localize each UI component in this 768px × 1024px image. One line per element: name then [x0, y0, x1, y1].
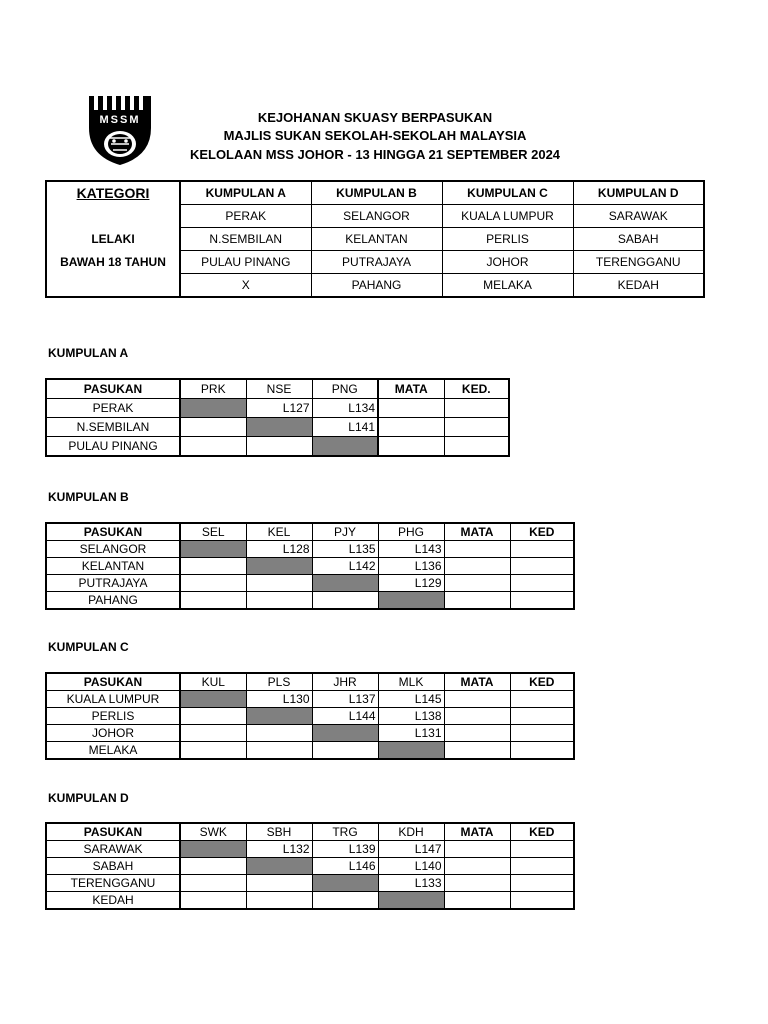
match-cell: L128 — [246, 541, 312, 558]
col-header: PASUKAN — [46, 523, 180, 541]
team-cell: SELANGOR — [311, 205, 442, 228]
group-header: KUMPULAN D — [573, 181, 704, 205]
match-cell — [246, 437, 312, 457]
col-header: MATA — [444, 673, 510, 691]
table-row — [46, 725, 574, 742]
table-row — [46, 708, 574, 725]
category-line-1: LELAKI — [46, 228, 180, 251]
mata-cell — [378, 418, 444, 437]
match-cell: L140 — [378, 858, 444, 875]
shaded-cell — [246, 418, 312, 437]
match-cell: L141 — [312, 418, 378, 437]
col-header: SWK — [180, 823, 246, 841]
match-cell: L138 — [378, 708, 444, 725]
match-cell: L127 — [246, 399, 312, 418]
match-cell — [246, 892, 312, 910]
svg-text:MSSM: MSSM — [99, 114, 141, 126]
group-header: KUMPULAN B — [311, 181, 442, 205]
ked-cell — [444, 399, 509, 418]
match-cell: L130 — [246, 691, 312, 708]
group-d-title: KUMPULAN D — [48, 791, 129, 805]
team-cell: KUALA LUMPUR — [442, 205, 573, 228]
table-row — [46, 437, 509, 457]
col-header: MATA — [378, 379, 444, 399]
group-d-table — [45, 822, 575, 910]
match-cell: L133 — [378, 875, 444, 892]
shaded-cell — [180, 399, 246, 418]
match-cell: L131 — [378, 725, 444, 742]
team-cell: N.SEMBILAN — [180, 228, 311, 251]
col-header: JHR — [312, 673, 378, 691]
shaded-cell — [246, 558, 312, 575]
table-row — [46, 691, 574, 708]
mata-cell — [444, 725, 510, 742]
ked-cell — [510, 541, 574, 558]
col-header: MLK — [378, 673, 444, 691]
group-a-table — [45, 378, 510, 457]
mata-cell — [444, 541, 510, 558]
table-row — [46, 841, 574, 858]
match-cell: L139 — [312, 841, 378, 858]
category-table — [45, 180, 705, 298]
match-cell — [312, 592, 378, 610]
shaded-cell — [180, 691, 246, 708]
match-cell: L129 — [378, 575, 444, 592]
match-cell: L132 — [246, 841, 312, 858]
col-header: NSE — [246, 379, 312, 399]
group-header: KUMPULAN C — [442, 181, 573, 205]
shaded-cell — [378, 892, 444, 910]
shaded-cell — [378, 742, 444, 760]
ked-cell — [444, 437, 509, 457]
table-row — [46, 892, 574, 910]
ked-cell — [510, 892, 574, 910]
col-header: PASUKAN — [46, 379, 180, 399]
header-line-2: MAJLIS SUKAN SEKOLAH-SEKOLAH MALAYSIA — [223, 128, 527, 143]
team-name: SELANGOR — [46, 541, 180, 558]
col-header: PNG — [312, 379, 378, 399]
team-cell: PULAU PINANG — [180, 251, 311, 274]
match-cell: L144 — [312, 708, 378, 725]
team-cell: TERENGGANU — [573, 251, 704, 274]
team-name: PERAK — [46, 399, 180, 418]
table-row — [46, 418, 509, 437]
shaded-cell — [180, 541, 246, 558]
ked-cell — [510, 742, 574, 760]
match-cell: L134 — [312, 399, 378, 418]
col-header: PLS — [246, 673, 312, 691]
match-cell — [246, 575, 312, 592]
match-cell — [246, 875, 312, 892]
match-cell — [180, 418, 246, 437]
team-name: KUALA LUMPUR — [46, 691, 180, 708]
mata-cell — [444, 708, 510, 725]
mata-cell — [378, 399, 444, 418]
match-cell — [180, 858, 246, 875]
mata-cell — [444, 875, 510, 892]
mssm-logo — [87, 94, 153, 166]
team-cell: PERLIS — [442, 228, 573, 251]
match-cell — [180, 875, 246, 892]
shaded-cell — [312, 875, 378, 892]
ked-cell — [510, 592, 574, 610]
table-row — [46, 858, 574, 875]
team-name: PUTRAJAYA — [46, 575, 180, 592]
ked-cell — [510, 875, 574, 892]
table-row — [46, 592, 574, 610]
col-header: PASUKAN — [46, 673, 180, 691]
col-header: SBH — [246, 823, 312, 841]
match-cell — [312, 892, 378, 910]
ked-cell — [510, 558, 574, 575]
team-name: KEDAH — [46, 892, 180, 910]
team-cell: PAHANG — [311, 274, 442, 298]
match-cell — [246, 725, 312, 742]
match-cell — [246, 742, 312, 760]
col-header: KED — [510, 823, 574, 841]
table-row — [46, 558, 574, 575]
match-cell: L146 — [312, 858, 378, 875]
group-c-table — [45, 672, 575, 760]
team-name: SABAH — [46, 858, 180, 875]
mata-cell — [444, 575, 510, 592]
ked-cell — [510, 575, 574, 592]
table-row — [46, 875, 574, 892]
table-row — [46, 742, 574, 760]
match-cell — [246, 592, 312, 610]
team-name: PULAU PINANG — [46, 437, 180, 457]
match-cell: L135 — [312, 541, 378, 558]
kategori-label: KATEGORI — [46, 181, 180, 205]
mata-cell — [444, 892, 510, 910]
mata-cell — [444, 858, 510, 875]
team-cell: JOHOR — [442, 251, 573, 274]
match-cell — [180, 592, 246, 610]
group-b-table — [45, 522, 575, 610]
mata-cell — [444, 558, 510, 575]
ked-cell — [510, 841, 574, 858]
shaded-cell — [312, 575, 378, 592]
ked-cell — [510, 858, 574, 875]
ked-cell — [510, 725, 574, 742]
match-cell — [180, 575, 246, 592]
col-header: PHG — [378, 523, 444, 541]
table-row — [46, 399, 509, 418]
table-row — [46, 541, 574, 558]
header-line-3: KELOLAAN MSS JOHOR - 13 HINGGA 21 SEPTEMBER 2024 — [189, 147, 561, 162]
team-name: TERENGGANU — [46, 875, 180, 892]
match-cell — [180, 558, 246, 575]
shaded-cell — [378, 592, 444, 610]
team-name: SARAWAK — [46, 841, 180, 858]
shaded-cell — [246, 708, 312, 725]
shaded-cell — [312, 725, 378, 742]
team-cell: SABAH — [573, 228, 704, 251]
match-cell: L136 — [378, 558, 444, 575]
col-header: PASUKAN — [46, 823, 180, 841]
team-name: PERLIS — [46, 708, 180, 725]
match-cell: L147 — [378, 841, 444, 858]
mata-cell — [444, 592, 510, 610]
match-cell: L142 — [312, 558, 378, 575]
col-header: KED. — [444, 379, 509, 399]
match-cell: L137 — [312, 691, 378, 708]
team-name: KELANTAN — [46, 558, 180, 575]
ked-cell — [510, 691, 574, 708]
team-name: MELAKA — [46, 742, 180, 760]
team-cell: X — [180, 274, 311, 298]
team-cell: KEDAH — [573, 274, 704, 298]
shaded-cell — [180, 841, 246, 858]
mata-cell — [444, 691, 510, 708]
match-cell — [180, 742, 246, 760]
match-cell — [180, 708, 246, 725]
group-b-title: KUMPULAN B — [48, 490, 129, 504]
group-a-title: KUMPULAN A — [48, 346, 129, 360]
match-cell: L145 — [378, 691, 444, 708]
match-cell — [180, 725, 246, 742]
col-header: KDH — [378, 823, 444, 841]
team-name: JOHOR — [46, 725, 180, 742]
ked-cell — [444, 418, 509, 437]
team-cell: MELAKA — [442, 274, 573, 298]
match-cell: L143 — [378, 541, 444, 558]
team-cell: KELANTAN — [311, 228, 442, 251]
team-cell: PUTRAJAYA — [311, 251, 442, 274]
team-cell: PERAK — [180, 205, 311, 228]
team-cell: SARAWAK — [573, 205, 704, 228]
category-line-2: BAWAH 18 TAHUN — [46, 251, 180, 274]
group-header: KUMPULAN A — [180, 181, 311, 205]
col-header: PJY — [312, 523, 378, 541]
header-line-1: KEJOHANAN SKUASY BERPASUKAN — [257, 110, 493, 125]
match-cell — [180, 437, 246, 457]
mata-cell — [444, 841, 510, 858]
table-row — [46, 575, 574, 592]
team-name: N.SEMBILAN — [46, 418, 180, 437]
col-header: KED — [510, 673, 574, 691]
shaded-cell — [312, 437, 378, 457]
col-header: PRK — [180, 379, 246, 399]
col-header: TRG — [312, 823, 378, 841]
mata-cell — [378, 437, 444, 457]
match-cell — [312, 742, 378, 760]
ked-cell — [510, 708, 574, 725]
team-name: PAHANG — [46, 592, 180, 610]
shaded-cell — [246, 858, 312, 875]
col-header: KEL — [246, 523, 312, 541]
col-header: MATA — [444, 823, 510, 841]
col-header: MATA — [444, 523, 510, 541]
mata-cell — [444, 742, 510, 760]
col-header: KED — [510, 523, 574, 541]
col-header: SEL — [180, 523, 246, 541]
col-header: KUL — [180, 673, 246, 691]
match-cell — [180, 892, 246, 910]
group-c-title: KUMPULAN C — [48, 640, 129, 654]
